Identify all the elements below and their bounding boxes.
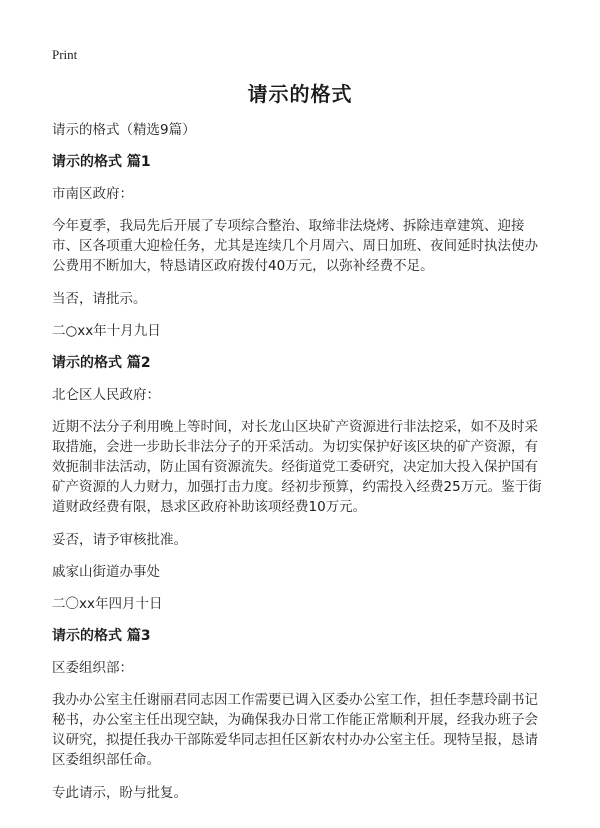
section-body: 我办办公室主任谢丽君同志因工作需要已调入区委办公室工作，担任李慧玲副书记秘书，办公室主任出现空缺，为确保我办日常工作能正常顺利开展，经我办班子会议研究，拟提任我办干部陈爱华同志担任区新农村办办公室主任。现特呈报，恳请区委组织部任命。 [52,692,538,768]
section-addressee: 北仑区人民政府： [52,387,160,403]
section-date: 二○xx年十月九日 [52,323,161,339]
document-subtitle: 请示的格式（精选9篇） [52,122,196,138]
section-addressee: 区委组织部： [52,660,133,676]
section-sender: 戚家山街道办事处 [52,564,160,580]
section-closing: 专此请示，盼与批复。 [52,785,187,801]
section-heading: 请示的格式 篇3 [52,628,151,644]
section-closing: 妥否，请予审核批准。 [52,532,187,548]
print-link[interactable]: Print [52,47,78,62]
section-heading: 请示的格式 篇1 [52,154,151,170]
section-body: 今年夏季，我局先后开展了专项综合整治、取缔非法烧烤、拆除违章建筑、迎接市、区各项重大迎检任务，尤其是连续几个月周六、周日加班、夜间延时执法使办公费用不断加大，特恳请区政府拨付40万元，以弥补经费不足。 [52,218,538,274]
document-content [52,120,548,815]
section-heading: 请示的格式 篇2 [52,355,151,371]
section-2 [52,353,548,614]
document-title: 请示的格式 [247,82,353,106]
section-closing: 当否，请批示。 [52,291,147,307]
section-body: 近期不法分子利用晚上等时间，对长龙山区块矿产资源进行非法挖采，如不及时采取措施，会进一步助长非法分子的开采活动。为切实保护好该区块的矿产资源，有效扼制非法活动，防止国有资源流失。经街道党工委研究，决定加大投入保护国有矿产资源的人力财力，加强打击力度。经初步预算，约需投入经费25万元。鉴于街道财政经费有限，恳求区政府补助该项经费10万元。 [52,419,542,515]
section-addressee: 市南区政府： [52,186,133,202]
section-1 [52,152,548,341]
section-date: 二〇xx年四月十日 [52,596,163,612]
section-3 [52,626,548,803]
